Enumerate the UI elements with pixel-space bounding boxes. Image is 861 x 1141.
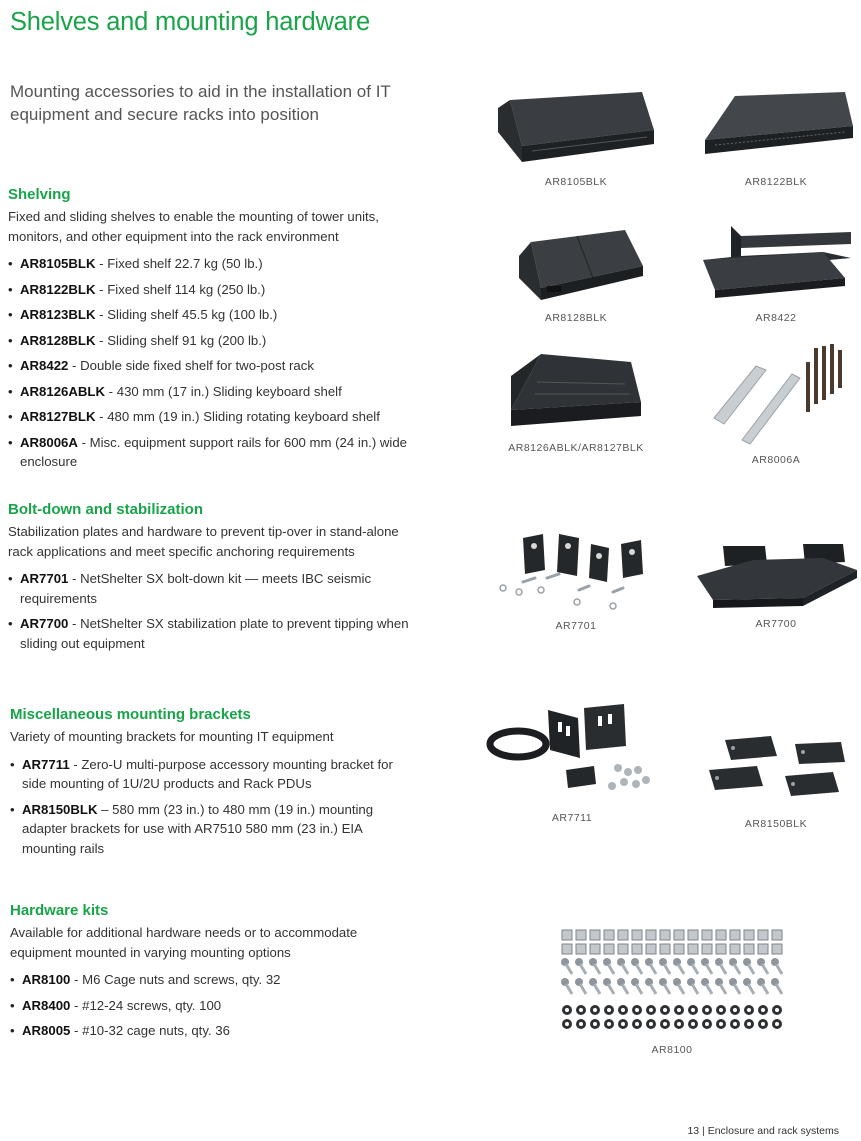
- product-desc: - NetShelter SX bolt-down kit — meets IBC seismic requirements: [20, 571, 372, 606]
- product-caption: AR7711: [551, 812, 593, 824]
- section-heading: Shelving: [8, 186, 71, 203]
- list-item: [8, 433, 418, 472]
- section-heading: Miscellaneous mounting brackets: [10, 706, 251, 723]
- section-misc-brackets: [10, 706, 420, 864]
- product-code: AR8126ABLK: [20, 383, 106, 399]
- product-desc: - M6 Cage nuts and screws, qty. 32: [70, 972, 281, 987]
- section-description: Variety of mounting brackets for mounting IT equipment: [10, 729, 334, 744]
- page-footer: 13 | Enclosure and rack systems: [687, 1125, 839, 1137]
- section-heading: Bolt-down and stabilization: [8, 501, 203, 518]
- list-item: [8, 407, 418, 427]
- list-item: [10, 800, 420, 859]
- product-code: AR8005: [22, 1023, 71, 1038]
- page-title: Shelves and mounting hardware: [10, 8, 370, 36]
- product-caption: AR7700: [755, 618, 797, 630]
- product-ar8422: [690, 222, 861, 324]
- product-code: AR8123BLK: [20, 307, 96, 322]
- section-shelving: [8, 186, 418, 478]
- product-desc: - Fixed shelf 114 kg (250 lb.): [95, 281, 266, 297]
- list-item: [8, 254, 418, 274]
- product-desc: - Sliding shelf 45.5 kg (100 lb.): [95, 307, 278, 322]
- fixed-shelf-image: [492, 88, 660, 170]
- list-item: [10, 996, 420, 1016]
- list-item: [10, 970, 420, 990]
- product-caption: AR8128BLK: [544, 312, 608, 324]
- product-caption: AR8126ABLK/AR8127BLK: [508, 442, 644, 454]
- keyboard-shelf-image: [501, 346, 651, 436]
- list-item: [8, 305, 418, 325]
- list-item: [8, 382, 418, 402]
- product-ar8128blk: [490, 222, 662, 324]
- product-list: [10, 755, 420, 859]
- product-ar8150blk: [690, 730, 861, 830]
- product-desc: - 480 mm (19 in.) Sliding rotating keyboard shelf: [95, 409, 380, 424]
- product-desc: - Double side fixed shelf for two-post rack: [68, 358, 314, 373]
- product-caption: AR8100: [651, 1044, 693, 1056]
- double-shelf-image: [695, 222, 857, 306]
- product-code: AR8006A: [20, 434, 78, 450]
- product-caption: AR8150BLK: [744, 818, 808, 830]
- product-caption: AR8122BLK: [744, 176, 808, 188]
- product-desc: - Zero-U multi-purpose accessory mounting bracket for side mounting of 1U/2U products and Rack PDUs: [22, 756, 393, 791]
- product-list: [8, 254, 418, 472]
- section-bolt-down: [8, 501, 418, 659]
- list-item: [8, 331, 418, 351]
- product-ar8100: [552, 926, 792, 1056]
- product-code: AR8105BLK: [20, 256, 96, 271]
- product-code: AR8128BLK: [20, 332, 96, 348]
- list-item: [8, 280, 418, 300]
- product-list: [10, 970, 420, 1041]
- list-item: [8, 356, 418, 376]
- product-ar7711: [486, 700, 658, 824]
- section-description: Stabilization plates and hardware to prevent tip-over in stand-alone rack applications and meet specific anchoring requirements: [8, 524, 399, 559]
- product-ar8122blk: [690, 88, 861, 188]
- product-desc: - #10-32 cage nuts, qty. 36: [70, 1023, 230, 1038]
- product-ar7700: [690, 540, 861, 630]
- product-code: AR7711: [22, 756, 70, 772]
- product-ar7701: [490, 530, 662, 632]
- product-code: AR8150BLK: [22, 801, 98, 817]
- cage-nuts-screws-image: [554, 926, 790, 1038]
- product-code: AR7700: [20, 616, 69, 631]
- product-code: AR8422: [20, 358, 69, 373]
- product-list: [8, 569, 418, 653]
- product-desc: - Misc. equipment support rails for 600 mm (24 in.) wide enclosure: [20, 434, 407, 469]
- sliding-shelf-image: [501, 222, 651, 306]
- product-caption: AR7701: [555, 620, 597, 632]
- product-desc: - Sliding shelf 91 kg (200 lb.): [95, 332, 267, 348]
- list-item: [10, 755, 420, 794]
- product-caption: AR8105BLK: [544, 176, 608, 188]
- fixed-shelf-image: [695, 88, 857, 170]
- product-desc: – 580 mm (23 in.) to 480 mm (19 in.) mounting adapter brackets for use with AR7510 580 mm (23 in.) EIA mounting rails: [22, 801, 374, 856]
- product-ar8105blk: [490, 88, 662, 188]
- list-item: [8, 569, 418, 608]
- product-code: AR8100: [22, 972, 71, 987]
- section-hardware-kits: [10, 902, 420, 1047]
- product-caption: AR8006A: [751, 454, 801, 466]
- product-ar8126ablk: [490, 346, 662, 454]
- product-code: AR7701: [20, 571, 69, 586]
- list-item: [10, 1021, 420, 1041]
- product-ar8006a: [690, 340, 861, 466]
- bolt-down-kit-image: [493, 530, 659, 614]
- mounting-bracket-image: [486, 700, 658, 806]
- product-desc: - #12-24 screws, qty. 100: [70, 997, 222, 1013]
- section-description: Available for additional hardware needs or to accommodate equipment mounted in varying mounting options: [10, 925, 358, 960]
- product-code: AR8122BLK: [20, 281, 96, 297]
- section-heading: Hardware kits: [10, 902, 109, 919]
- list-item: [8, 614, 418, 653]
- product-desc: - Fixed shelf 22.7 kg (50 lb.): [95, 256, 263, 271]
- product-code: AR8400: [22, 997, 71, 1013]
- product-desc: - NetShelter SX stabilization plate to prevent tipping when sliding out equipment: [20, 616, 409, 651]
- product-caption: AR8422: [755, 312, 797, 324]
- page-subtitle: Mounting accessories to aid in the installation of IT equipment and secure racks into position: [10, 82, 391, 124]
- product-code: AR8127BLK: [20, 409, 96, 424]
- product-desc: - 430 mm (17 in.) Sliding keyboard shelf: [105, 383, 342, 399]
- adapter-brackets-image: [703, 730, 849, 812]
- support-rails-image: [696, 340, 856, 448]
- section-description: Fixed and sliding shelves to enable the mounting of tower units, monitors, and other equipment into the rack environment: [8, 209, 379, 244]
- stabilization-plate-image: [693, 540, 859, 612]
